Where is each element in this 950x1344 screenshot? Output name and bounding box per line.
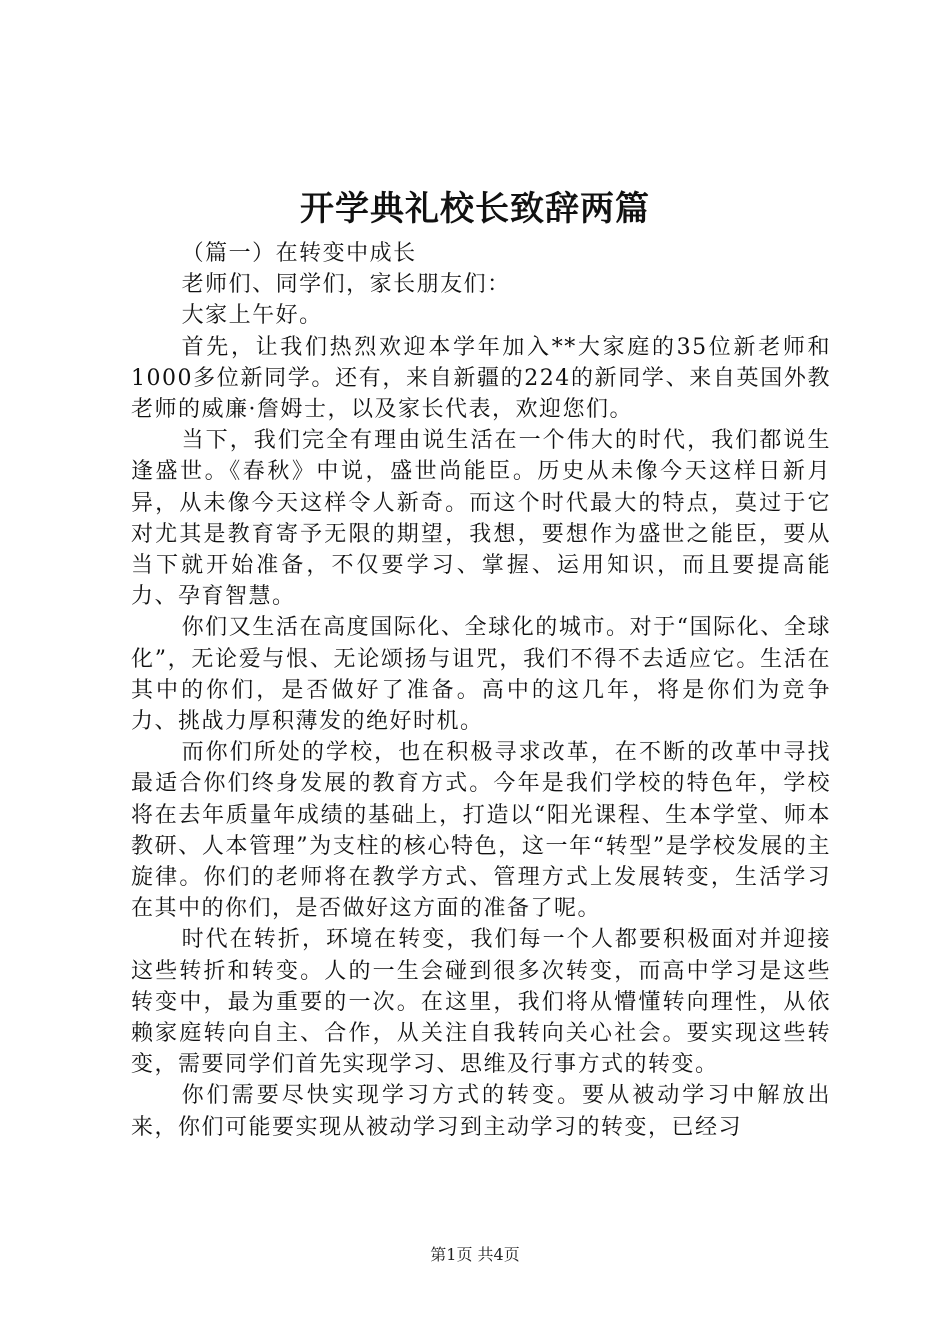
salutation: 老师们、同学们，家长朋友们： — [181, 272, 511, 298]
body-paragraph: 而你们所处的学校，也在积极寻求改革，在不断的改革中寻找最适合你们终身发展的教育方式。今年是我们学校的特色年，学校将在去年质量年成绩的基础上，打造以“阳光课程、生本学堂、师本教研、人本管理”为支柱的核心特色，这一年“转型”是学校发展的主旋律。你们的老师将在教学方式、管理方式上发展转变，生活学习在其中的你们，是否做好这方面的准备了呢。 — [131, 740, 831, 922]
body-paragraph: 你们需要尽快实现学习方式的转变。要从被动学习中解放出来，你们可能要实现从被动学习到主动学习的转变，已经习 — [131, 1083, 831, 1140]
greeting: 大家上午好。 — [181, 303, 323, 329]
page-footer: 第1页 共4页 — [430, 1245, 520, 1264]
document-title: 开学典礼校长致辞两篇 — [300, 189, 650, 229]
body-paragraph: 时代在转折，环境在转变，我们每一个人都要积极面对并迎接这些转折和转变。人的一生会碰到很多次转变，而高中学习是这些转变中，最为重要的一次。在这里，我们将从懵懂转向理性，从依赖家庭转向自主、合作，从关注自我转向关心社会。要实现这些转变，需要同学们首先实现学习、思维及行事方式的转变。 — [131, 927, 831, 1078]
body-paragraph: 你们又生活在高度国际化、全球化的城市。对于“国际化、全球化”，无论爱与恨、无论颂扬与诅咒，我们不得不去适应它。生活在其中的你们，是否做好了准备。高中的这几年，将是你们为竞争力、挑战力厚积薄发的绝好时机。 — [131, 615, 831, 735]
body-paragraph: 当下，我们完全有理由说生活在一个伟大的时代，我们都说生逢盛世。《春秋》中说，盛世尚能臣。历史从未像今天这样日新月异，从未像今天这样令人新奇。而这个时代最大的特点，莫过于它对尤其是教育寄予无限的期望，我想，要想作为盛世之能臣，要从当下就开始准备，不仅要学习、掌握、运用知识，而且要提高能力、孕育智慧。 — [131, 428, 831, 610]
section-heading: （篇一）在转变中成长 — [181, 241, 417, 266]
document-body — [131, 238, 831, 1143]
body-paragraph: 首先，让我们热烈欢迎本学年加入**大家庭的35位新老师和1000多位新同学。还有，来自新疆的224的新同学、来自英国外教老师的威廉·詹姆士，以及家长代表，欢迎您们。 — [131, 334, 831, 423]
